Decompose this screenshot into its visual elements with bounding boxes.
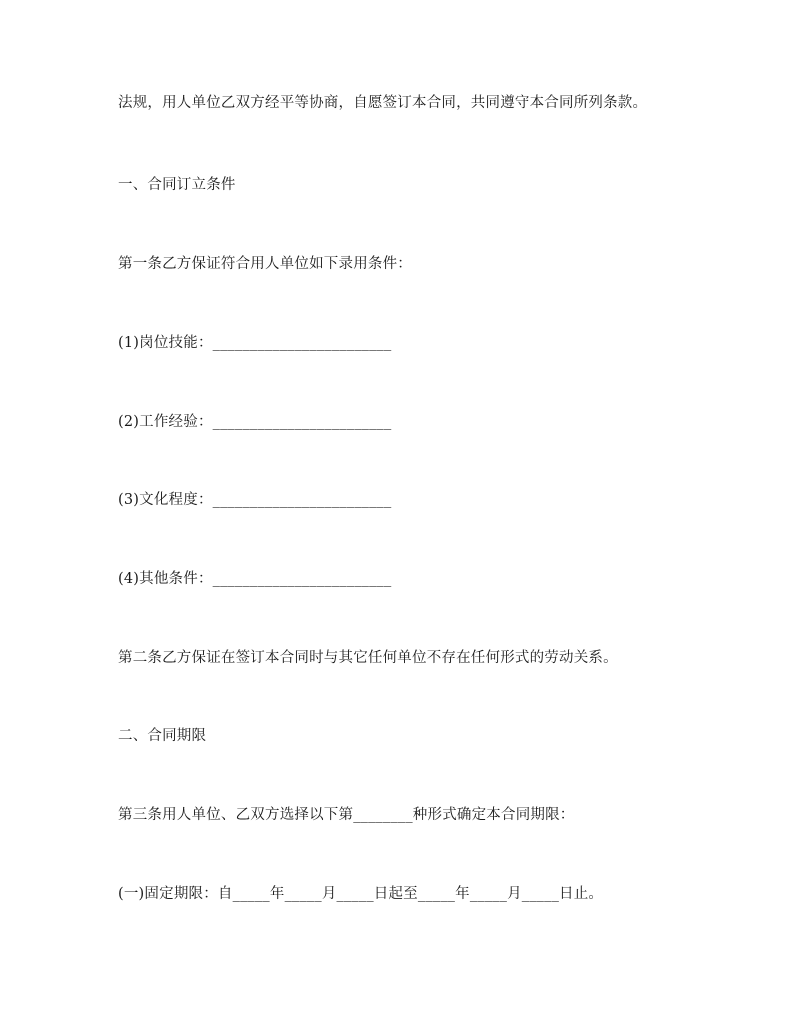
condition-work-experience: (2)工作经验：________________________ (118, 414, 392, 430)
condition-other: (4)其他条件：________________________ (118, 571, 392, 587)
paragraph-preamble: 法规，用人单位乙双方经平等协商，自愿签订本合同，共同遵守本合同所列条款。 (118, 95, 648, 111)
condition-job-skills: (1)岗位技能：________________________ (118, 335, 392, 351)
article-3: 第三条用人单位、乙双方选择以下第________种形式确定本合同期限： (118, 807, 575, 823)
condition-education: (3)文化程度：________________________ (118, 492, 392, 508)
fixed-term-clause: (一)固定期限：自_____年_____月_____日起至_____年_____月_____日止。 (118, 886, 604, 902)
section-heading-term: 二、合同期限 (118, 728, 207, 744)
article-2: 第二条乙方保证在签订本合同时与其它任何单位不存在任何形式的劳动关系。 (118, 650, 618, 666)
section-heading-conditions: 一、合同订立条件 (118, 177, 236, 193)
article-1: 第一条乙方保证符合用人单位如下录用条件： (118, 256, 412, 272)
